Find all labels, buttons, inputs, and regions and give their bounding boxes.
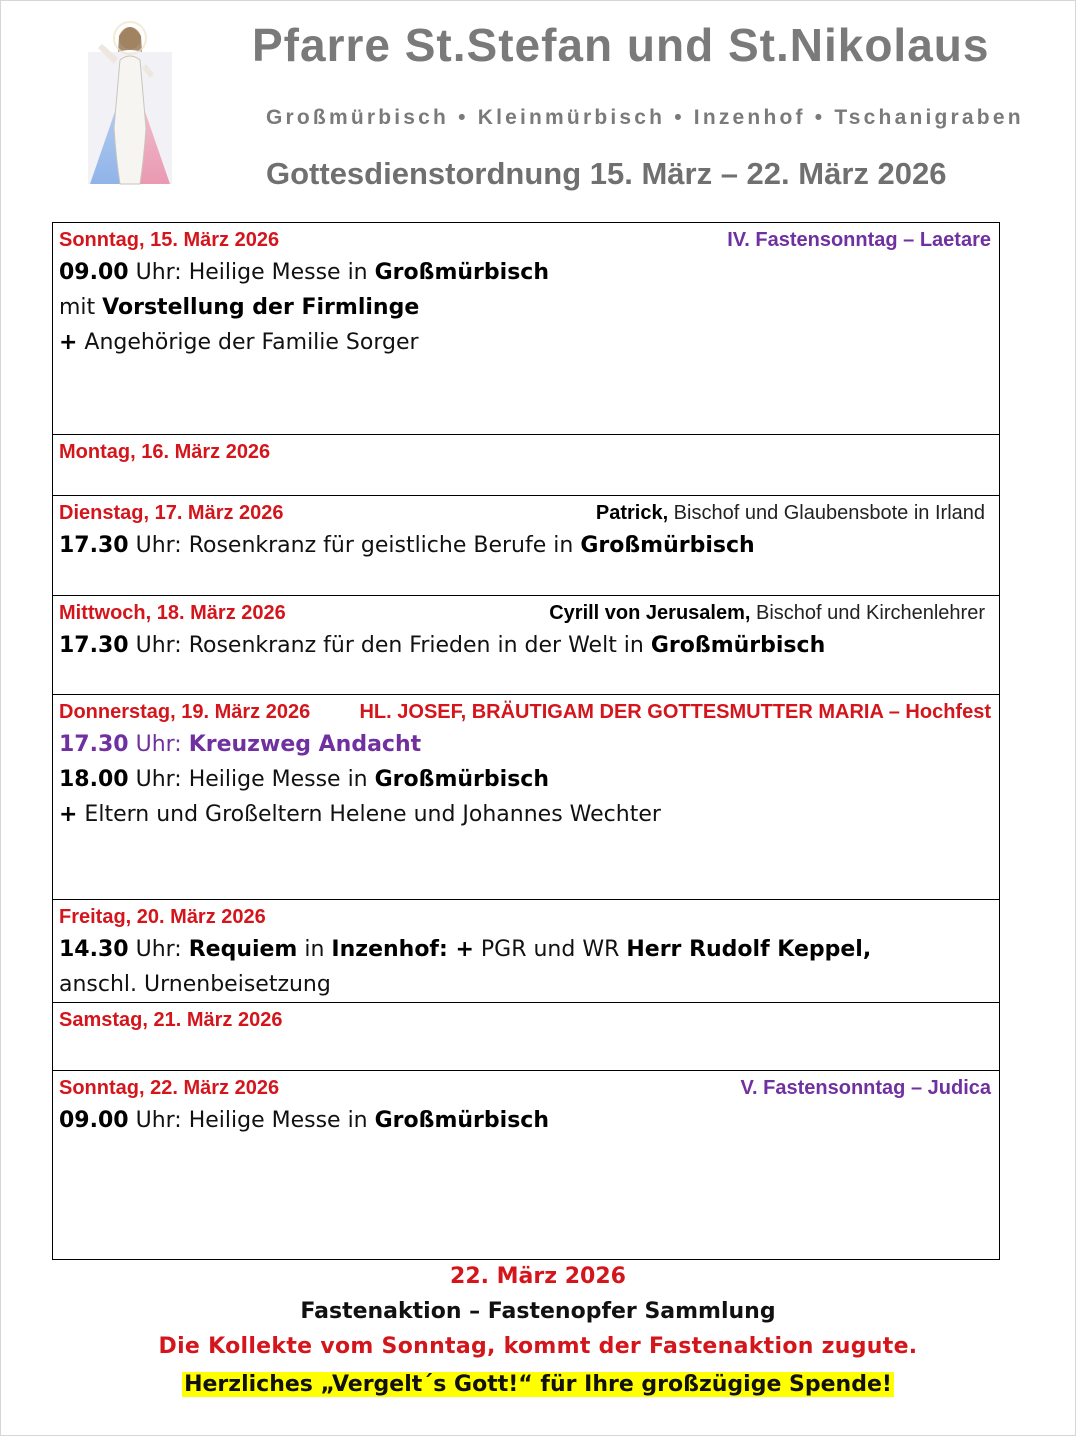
service-time: 09.00 (59, 260, 129, 285)
day-friday-20 (53, 900, 999, 1003)
service-place: Großmürbisch (650, 633, 826, 658)
service-time: 14.30 (59, 937, 129, 962)
intention-line: + Eltern und Großeltern Helene und Johannes Wechter (59, 802, 661, 827)
day-date: Montag, 16. März 2026 (59, 441, 271, 463)
thanks-highlight: Herzliches „Vergelt´s Gott!“ für Ihre großzügige Spende! (184, 1372, 892, 1397)
parish-title: Pfarre St.Stefan und St.Nikolaus (252, 19, 990, 71)
service-line: 18.00 Uhr: Heilige Messe in Großmürbisch (59, 767, 549, 792)
service-line: 17.30 Uhr: Rosenkranz für den Frieden in der Welt in Großmürbisch (59, 633, 826, 658)
service-place: Großmürbisch (374, 1108, 549, 1133)
footer-action: Fastenaktion – Fastenopfer Sammlung (300, 1299, 776, 1324)
feast-label: HL. JOSEF, BRÄUTIGAM DER GOTTESMUTTER MARIA – Hochfest (359, 701, 991, 723)
day-thursday-19 (53, 695, 999, 900)
saint-of-day: Cyrill von Jerusalem, Bischof und Kirchenlehrer (549, 602, 985, 624)
day-sunday-15 (53, 223, 999, 435)
day-date: Mittwoch, 18. März 2026 (59, 602, 286, 624)
cross-symbol: + (59, 802, 78, 827)
day-sunday-22 (53, 1071, 999, 1259)
service-place: Inzenhof: + (331, 937, 474, 962)
saint-of-day: Patrick, Bischof und Glaubensbote in Irland (595, 502, 985, 524)
day-date: Samstag, 21. März 2026 (59, 1009, 283, 1031)
day-saturday-21 (53, 1003, 999, 1071)
service-time: 17.30 (59, 633, 129, 658)
divine-mercy-image (84, 8, 176, 186)
service-place: Großmürbisch (580, 533, 755, 558)
service-time: 17.30 (59, 533, 129, 558)
service-line: anschl. Urnenbeisetzung (59, 972, 331, 997)
service-line: mit Vorstellung der Firmlinge (59, 295, 420, 320)
footer-thanks (0, 1372, 1076, 1397)
service-line: 17.30 Uhr: Kreuzweg Andacht (59, 732, 422, 757)
footer-date: 22. März 2026 (450, 1264, 626, 1289)
intention-line: + Angehörige der Familie Sorger (59, 330, 419, 355)
village-list: Großmürbisch • Kleinmürbisch • Inzenhof • Tschanigraben (266, 106, 1024, 129)
day-tuesday-17 (53, 496, 999, 596)
day-date: Freitag, 20. März 2026 (59, 906, 266, 928)
service-schedule-table (52, 222, 1000, 1260)
service-time: 17.30 (59, 732, 129, 757)
day-wednesday-18 (53, 596, 999, 695)
feast-label: V. Fastensonntag – Judica (740, 1077, 991, 1099)
day-date: Donnerstag, 19. März 2026 (59, 701, 311, 723)
day-date: Dienstag, 17. März 2026 (59, 502, 284, 524)
service-place: Großmürbisch (374, 767, 549, 792)
service-line: 09.00 Uhr: Heilige Messe in Großmürbisch (59, 1108, 549, 1133)
service-line: 09.00 Uhr: Heilige Messe in Großmürbisch (59, 260, 549, 285)
day-date: Sonntag, 22. März 2026 (59, 1077, 280, 1099)
service-line: 14.30 Uhr: Requiem in Inzenhof: + PGR und WR Herr Rudolf Keppel, (59, 937, 872, 962)
service-place: Großmürbisch (374, 260, 549, 285)
footer-collect-note: Die Kollekte vom Sonntag, kommt der Fastenaktion zugute. (158, 1334, 918, 1359)
cross-symbol: + (59, 330, 78, 355)
feast-label: IV. Fastensonntag – Laetare (727, 229, 991, 251)
schedule-title: Gottesdienstordnung 15. März – 22. März 2026 (266, 156, 947, 191)
service-line: 17.30 Uhr: Rosenkranz für geistliche Berufe in Großmürbisch (59, 533, 755, 558)
day-date: Sonntag, 15. März 2026 (59, 229, 280, 251)
day-monday-16 (53, 435, 999, 496)
service-time: 18.00 (59, 767, 129, 792)
service-time: 09.00 (59, 1108, 129, 1133)
